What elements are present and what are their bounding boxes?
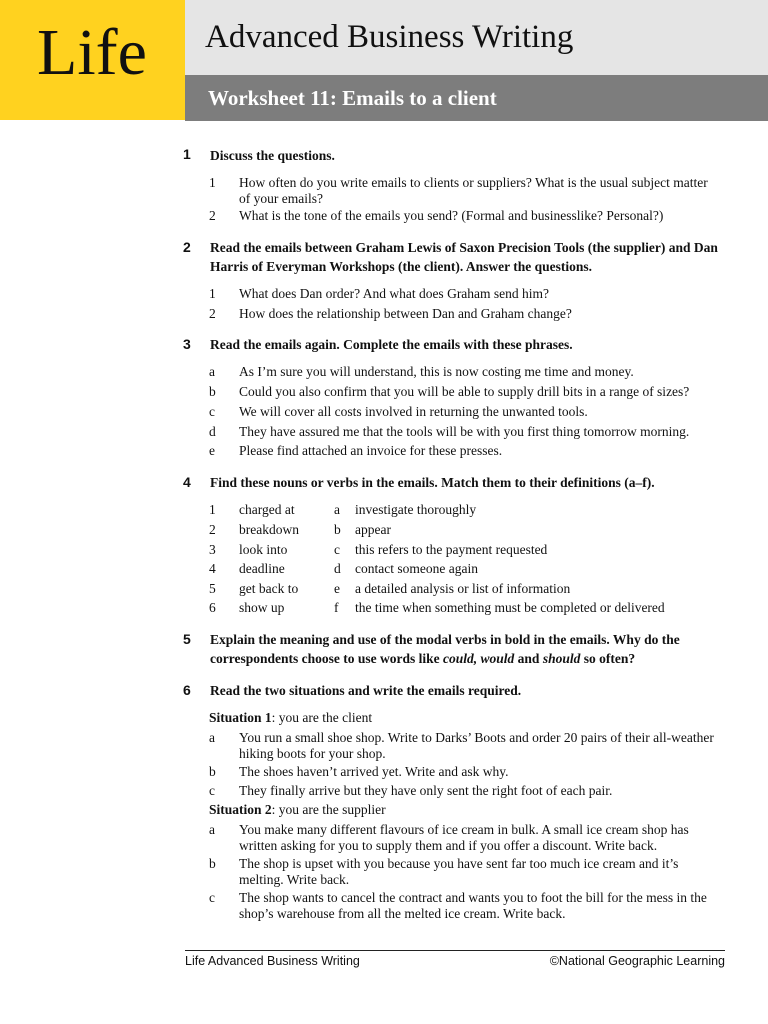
item-label: a <box>209 364 215 379</box>
item-label: 1 <box>209 286 216 301</box>
match-term: breakdown <box>239 522 299 537</box>
footer-title: Life Advanced Business Writing <box>185 954 360 968</box>
item-text: What does Dan order? And what does Graham send him? <box>239 286 550 301</box>
heading-italic: could, would <box>443 651 515 666</box>
definition-text: investigate thoroughly <box>355 502 477 517</box>
section-number: 4 <box>183 474 191 490</box>
item-text: The shop wants to cancel the contract and wants you to foot the bill for the mess in the shop’s warehouse from all the melted ice cream. Write back. <box>239 890 707 921</box>
match-number: 6 <box>209 600 216 615</box>
definition-letter: b <box>334 522 341 537</box>
footer-copyright: ©National Geographic Learning <box>549 954 725 968</box>
worksheet-title: Worksheet 11: Emails to a client <box>208 86 497 110</box>
item-label: b <box>209 764 216 779</box>
item-label: b <box>209 384 216 399</box>
section-number: 3 <box>183 336 191 352</box>
definition-letter: f <box>334 600 339 615</box>
match-term: look into <box>239 542 288 557</box>
situation-label: Situation 2 <box>209 802 272 817</box>
page-title: Advanced Business Writing <box>205 19 574 55</box>
match-term: get back to <box>239 581 299 596</box>
heading-text: so often? <box>580 651 636 666</box>
section-heading: Read the emails again. Complete the emails with these phrases. <box>210 337 573 352</box>
item-text: What is the tone of the emails you send? (Formal and businesslike? Personal?) <box>239 208 664 223</box>
item-label: c <box>209 404 215 419</box>
item-text: How does the relationship between Dan and Graham change? <box>239 306 572 321</box>
definition-text: a detailed analysis or list of information <box>355 581 571 596</box>
definition-letter: c <box>334 542 340 557</box>
heading-text: and <box>514 651 543 666</box>
heading-italic: should <box>542 651 581 666</box>
item-text: As I’m sure you will understand, this is now costing me time and money. <box>239 364 634 379</box>
situation-label: Situation 1 <box>209 710 272 725</box>
item-text: The shoes haven’t arrived yet. Write and ask why. <box>239 764 509 779</box>
footer-divider <box>185 950 725 951</box>
item-text: How often do you write emails to clients or suppliers? What is the usual subject matter of your emails? <box>239 175 708 206</box>
match-number: 2 <box>209 522 216 537</box>
item-text: They finally arrive but they have only sent the right foot of each pair. <box>239 783 613 798</box>
definition-text: the time when something must be completed or delivered <box>355 600 665 615</box>
definition-text: this refers to the payment requested <box>355 542 548 557</box>
match-number: 3 <box>209 542 216 557</box>
item-text: Could you also confirm that you will be able to supply drill bits in a range of sizes? <box>239 384 690 399</box>
definition-letter: d <box>334 561 341 576</box>
section-heading: Find these nouns or verbs in the emails. Match them to their definitions (a–f). <box>210 475 655 490</box>
situation-title <box>209 710 372 726</box>
section-heading: Read the emails between Graham Lewis of Saxon Precision Tools (the supplier) and Dan Harris of Everyman Workshops (the client). Answer the questions. <box>210 240 718 274</box>
match-term: charged at <box>239 502 295 517</box>
item-text: The shop is upset with you because you have sent far too much ice cream and it’s melting. Write back. <box>239 856 679 887</box>
item-label: e <box>209 443 215 458</box>
item-label: 2 <box>209 208 216 223</box>
match-term: deadline <box>239 561 285 576</box>
item-label: 2 <box>209 306 216 321</box>
definition-text: appear <box>355 522 391 537</box>
item-label: d <box>209 424 216 439</box>
match-number: 4 <box>209 561 216 576</box>
section-heading: Discuss the questions. <box>210 148 335 163</box>
item-label: c <box>209 890 215 905</box>
section-heading: Read the two situations and write the emails required. <box>210 683 522 698</box>
definition-letter: e <box>334 581 340 596</box>
item-label: c <box>209 783 215 798</box>
section-number: 2 <box>183 239 191 255</box>
section-number: 1 <box>183 146 191 162</box>
situation-desc: : you are the client <box>271 710 373 725</box>
situation-desc: : you are the supplier <box>271 802 386 817</box>
item-label: a <box>209 822 215 837</box>
match-number: 1 <box>209 502 216 517</box>
heading-text: Explain the meaning and use of the modal verbs in bold in the emails. Why do the correspondents choose to use words like <box>210 632 680 666</box>
item-label: a <box>209 730 215 745</box>
match-term: show up <box>239 600 285 615</box>
item-label: b <box>209 856 216 871</box>
item-text: Please find attached an invoice for these presses. <box>239 443 503 458</box>
definition-letter: a <box>334 502 340 517</box>
section-heading <box>210 630 730 668</box>
match-number: 5 <box>209 581 216 596</box>
situation-title <box>209 802 386 818</box>
item-text: You make many different flavours of ice cream in bulk. A small ice cream shop has written asking for you to supply them and if you offer a discount. Write back. <box>239 822 689 853</box>
item-text: You run a small shoe shop. Write to Darks’ Boots and order 20 pairs of their all-weather hiking boots for your shop. <box>239 730 714 761</box>
item-text: They have assured me that the tools will be with you first thing tomorrow morning. <box>239 424 690 439</box>
section-number: 6 <box>183 682 191 698</box>
section-number: 5 <box>183 631 191 647</box>
item-text: We will cover all costs involved in returning the unwanted tools. <box>239 404 588 419</box>
logo: Life <box>37 16 147 89</box>
definition-text: contact someone again <box>355 561 478 576</box>
item-label: 1 <box>209 175 216 190</box>
